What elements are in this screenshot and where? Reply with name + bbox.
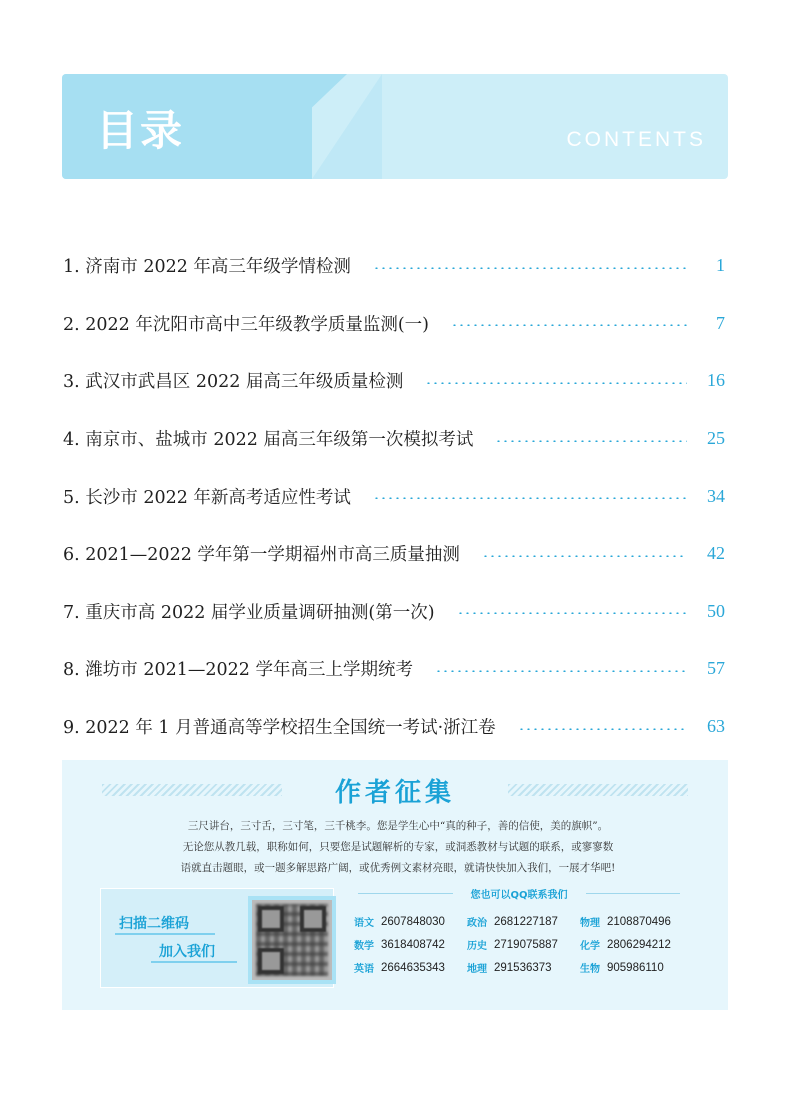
contact-item <box>354 960 467 975</box>
contact-qq-number: 2108870496 <box>607 915 671 928</box>
toc-entry[interactable] <box>63 525 725 583</box>
toc-leader-dots <box>457 612 687 614</box>
qq-contact-list <box>354 910 714 979</box>
toc-leader-dots <box>435 670 687 672</box>
toc-leader-dots <box>425 382 687 384</box>
page-title: 目录 <box>96 106 185 155</box>
contact-qq-number: 3618408742 <box>381 938 445 951</box>
toc-entry-title: 1. 济南市 2022 年高三年级学情检测 <box>63 257 351 278</box>
contact-subject: 地理 <box>467 964 487 975</box>
join-label-underline <box>151 961 237 963</box>
contact-item <box>580 937 693 952</box>
toc-entry-title: 7. 重庆市高 2022 届学业质量调研抽测(第一次) <box>63 602 435 623</box>
contact-qq-number: 291536373 <box>494 961 552 974</box>
contact-subject: 数学 <box>354 941 374 952</box>
toc-entry[interactable] <box>63 640 725 698</box>
contact-subject: 历史 <box>467 941 487 952</box>
toc-entry-title: 9. 2022 年 1 月普通高等学校招生全国统一考试·浙江卷 <box>63 718 496 739</box>
author-recruitment-box <box>62 760 728 1010</box>
contact-subject: 化学 <box>580 941 600 952</box>
toc-leader-dots <box>373 497 687 499</box>
contact-item <box>467 914 580 929</box>
qr-finder-pattern <box>258 906 284 932</box>
toc-entry-page: 57 <box>707 658 725 679</box>
toc-entry-page: 1 <box>716 255 725 276</box>
toc-leader-dots <box>495 440 687 442</box>
qr-finder-pattern <box>300 906 326 932</box>
contact-item <box>354 937 467 952</box>
toc-entry[interactable] <box>63 583 725 641</box>
contact-item <box>467 960 580 975</box>
toc-entry-title: 8. 潍坊市 2021—2022 学年高三上学期统考 <box>63 660 413 681</box>
recruitment-text-line: 语就直击题眼，或一题多解思路广阔，或优秀例文素材亮眼，就请快快加入我们，一展才华吧! <box>180 862 616 874</box>
contact-subject: 政治 <box>467 918 487 929</box>
contact-subject: 英语 <box>354 964 374 975</box>
toc-entry-title: 5. 长沙市 2022 年新高考适应性考试 <box>63 487 351 508</box>
toc-entry-title: 6. 2021—2022 学年第一学期福州市高三质量抽测 <box>63 545 460 566</box>
recruitment-header <box>102 772 688 806</box>
toc-entry-title: 4. 南京市、盐城市 2022 届高三年级第一次模拟考试 <box>63 430 474 451</box>
toc-entry-page: 50 <box>707 600 725 621</box>
toc-entry-page: 16 <box>707 370 725 391</box>
toc-entry[interactable] <box>63 467 725 525</box>
toc-entry-page: 42 <box>707 543 725 564</box>
contact-subject: 语文 <box>354 918 374 929</box>
contact-qq-number: 2806294212 <box>607 938 671 951</box>
toc-entry-page: 34 <box>707 485 725 506</box>
scan-qr-label: 扫描二维码 <box>119 916 189 932</box>
recruitment-title: 作者征集 <box>334 778 455 808</box>
toc-entry-page: 7 <box>716 312 725 333</box>
contact-item <box>354 914 467 929</box>
contact-item <box>467 937 580 952</box>
table-of-contents <box>63 237 725 755</box>
contact-qq-number: 2681227187 <box>494 915 558 928</box>
contents-banner <box>62 74 728 179</box>
toc-entry-title: 3. 武汉市武昌区 2022 届高三年级质量检测 <box>63 372 404 393</box>
contact-item <box>580 914 693 929</box>
toc-entry-page: 25 <box>707 428 725 449</box>
toc-leader-dots <box>482 555 687 557</box>
contact-subject: 生物 <box>580 964 600 975</box>
scan-label-underline <box>115 933 215 935</box>
recruitment-text-line: 三尺讲台，三寸舌，三寸笔，三千桃李。您是学生心中“真的种子，善的信使，美的旗帜”。 <box>187 820 609 832</box>
toc-entry[interactable] <box>63 237 725 295</box>
contact-row <box>354 933 714 956</box>
contact-row <box>354 956 714 979</box>
qr-code[interactable] <box>248 896 336 984</box>
toc-leader-dots <box>518 728 687 730</box>
contact-row <box>354 910 714 933</box>
toc-entry[interactable] <box>63 410 725 468</box>
toc-entry-title: 2. 2022 年沈阳市高中三年级教学质量监测(一) <box>63 314 430 335</box>
toc-leader-dots <box>451 324 687 326</box>
contact-qq-number: 2607848030 <box>381 915 445 928</box>
recruitment-text <box>100 816 696 879</box>
contact-item <box>580 960 693 975</box>
toc-leader-dots <box>373 267 687 269</box>
join-us-label: 加入我们 <box>159 944 215 960</box>
toc-entry-page: 63 <box>707 716 725 737</box>
recruitment-text-line: 无论您从教几载，职称如何，只要您是试题解析的专家，或洞悉教材与试题的联系，或寥寥数 <box>182 841 614 853</box>
toc-entry[interactable] <box>63 698 725 756</box>
toc-entry[interactable] <box>63 352 725 410</box>
toc-entry[interactable] <box>63 295 725 353</box>
contact-qq-number: 2719075887 <box>494 938 558 951</box>
contact-qq-number: 905986110 <box>607 961 664 974</box>
contact-heading: 您也可以QQ联系我们 <box>470 890 568 901</box>
contact-subject: 物理 <box>580 918 600 929</box>
page-subtitle: CONTENTS <box>566 128 706 151</box>
contact-qq-number: 2664635343 <box>381 961 445 974</box>
banner-triangle-shadow <box>312 74 382 179</box>
qr-finder-pattern <box>258 948 284 974</box>
